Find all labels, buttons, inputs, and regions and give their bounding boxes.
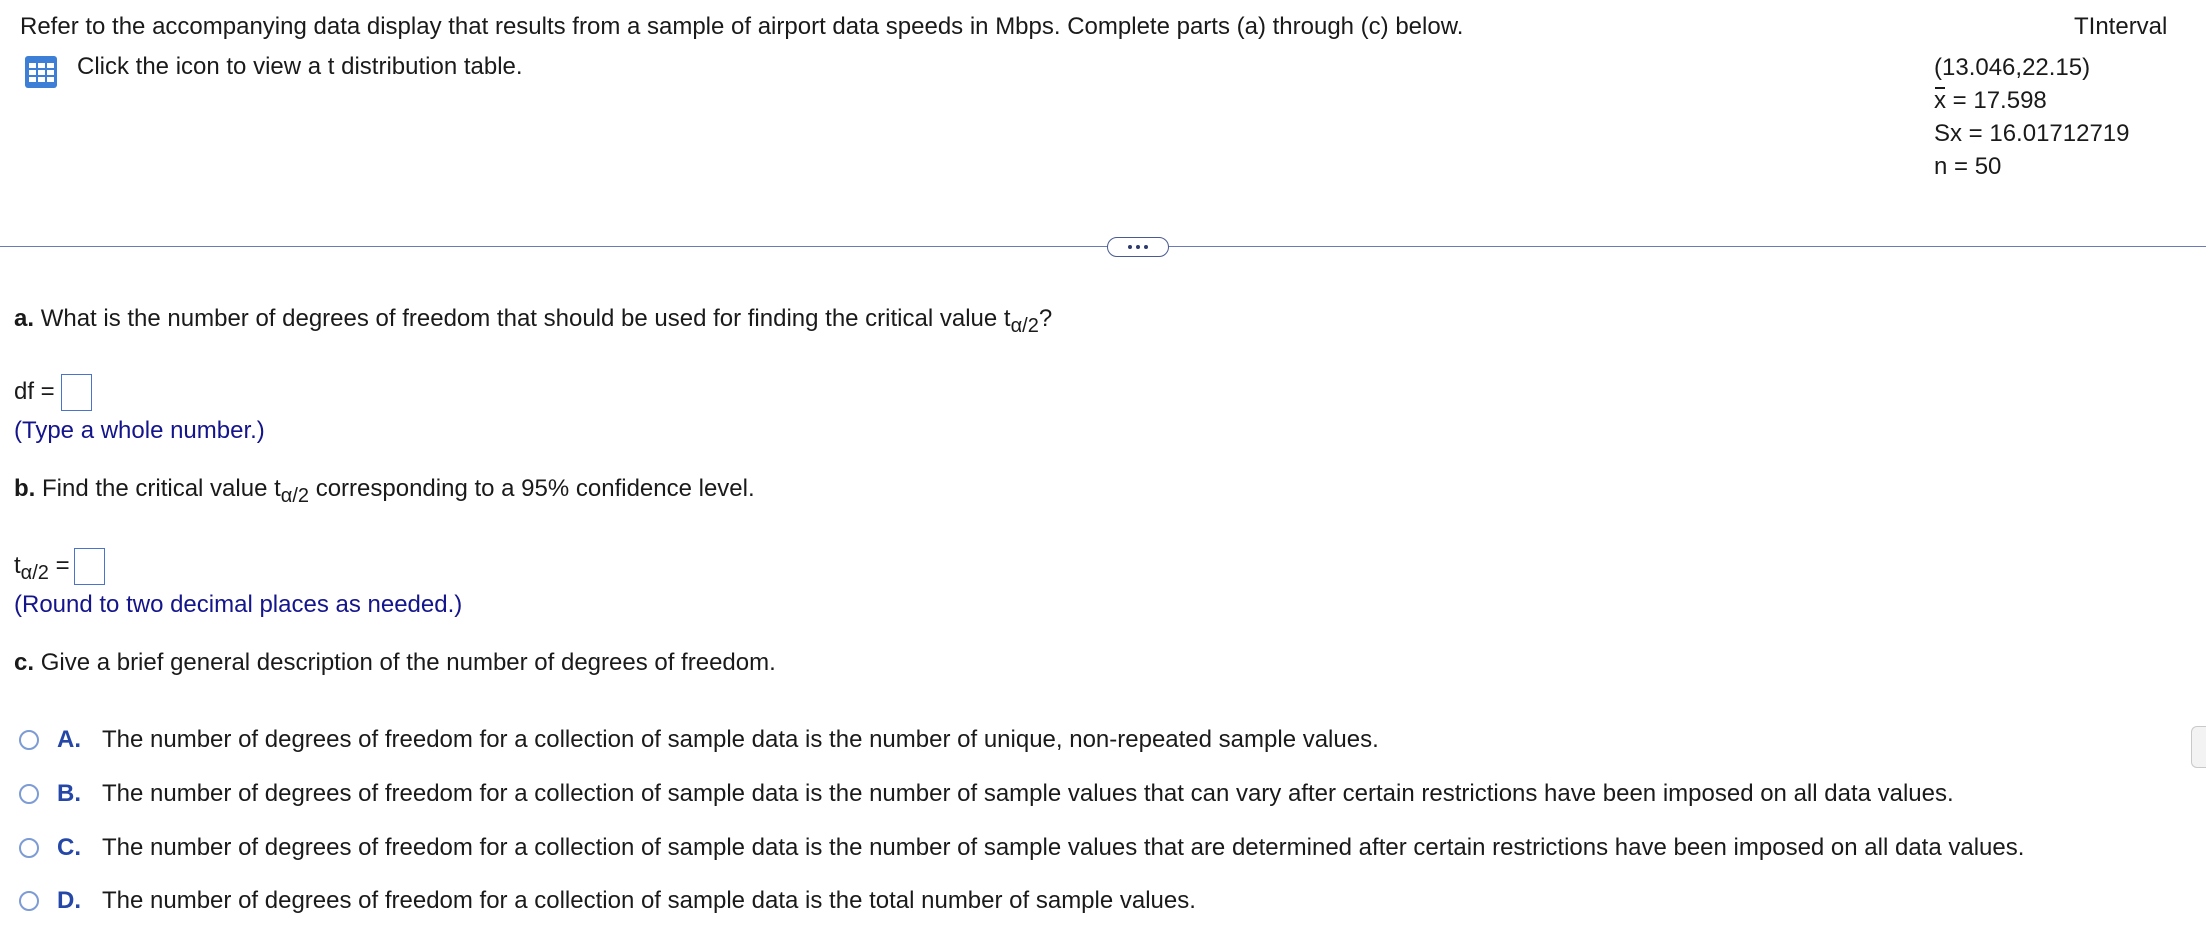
part-b-text: Find the critical value t <box>42 475 281 502</box>
problem-intro: Refer to the accompanying data display that results from a sample of airport data speeds in Mbps. Complete parts (a) through (c) below. <box>20 13 1464 40</box>
t-label-eq: = <box>55 551 70 579</box>
option-a-letter: A. <box>57 726 81 753</box>
part-c-question <box>14 648 776 678</box>
part-a-question <box>14 304 1053 337</box>
option-d-text: The number of degrees of freedom for a collection of sample data is the total number of sample values. <box>102 887 1196 914</box>
t-label: t <box>14 551 21 579</box>
tinterval-interval: (13.046,22.15) <box>1934 54 2091 81</box>
part-b-sub: α/2 <box>280 485 310 507</box>
part-a-text: What is the number of degrees of freedom that should be used for finding the critical value t <box>40 305 1011 332</box>
part-b-question <box>14 474 755 507</box>
part-b-label: b. <box>14 475 36 502</box>
df-input[interactable] <box>61 374 92 411</box>
part-a-hint: (Type a whole number.) <box>14 417 265 444</box>
option-c-text: The number of degrees of freedom for a collection of sample data is the number of sample values that are determined after certain restrictions have been imposed on all data values. <box>102 834 2025 861</box>
part-b-hint: (Round to two decimal places as needed.) <box>14 591 463 618</box>
df-answer-row <box>14 374 92 411</box>
part-c-label: c. <box>14 649 35 676</box>
part-b-end: corresponding to a 95% confidence level. <box>309 475 755 502</box>
tinterval-n: n = 50 <box>1934 153 2002 180</box>
t-label-sub: α/2 <box>20 561 49 584</box>
option-c-letter: C. <box>57 834 81 861</box>
tinterval-mean-value: = 17.598 <box>1952 87 2047 114</box>
df-label: df = <box>14 377 55 405</box>
option-b-letter: B. <box>57 780 81 807</box>
option-c-radio[interactable] <box>19 838 39 858</box>
tinterval-mean <box>1934 84 2130 117</box>
option-a-radio[interactable] <box>19 730 39 750</box>
section-divider <box>0 246 2206 247</box>
part-a-end: ? <box>1038 305 1053 332</box>
option-b-radio[interactable] <box>19 784 39 804</box>
option-d-letter: D. <box>57 887 81 914</box>
side-scroll-tab[interactable] <box>2191 726 2206 768</box>
t-answer-row <box>14 548 105 585</box>
table-link-text[interactable]: Click the icon to view a t distribution table. <box>77 53 523 80</box>
part-a-sub: α/2 <box>1010 315 1039 337</box>
expand-dots-button[interactable] <box>1107 237 1169 257</box>
option-a-text: The number of degrees of freedom for a collection of sample data is the number of unique, non-repeated sample values. <box>102 726 1379 753</box>
table-grid-icon[interactable] <box>24 55 58 94</box>
tinterval-title: TInterval <box>2074 13 2168 40</box>
t-critical-input[interactable] <box>74 548 105 585</box>
part-a-label: a. <box>14 305 35 332</box>
part-c-text: Give a brief general description of the number of degrees of freedom. <box>40 649 776 676</box>
tinterval-sx: Sx = 16.01712719 <box>1934 120 2130 147</box>
xbar-symbol: x <box>1934 84 1946 117</box>
tinterval-output <box>1934 51 2130 183</box>
option-d-radio[interactable] <box>19 891 39 911</box>
option-b-text: The number of degrees of freedom for a collection of sample data is the number of sample values that can vary after certain restrictions have been imposed on all data values. <box>102 780 1954 807</box>
